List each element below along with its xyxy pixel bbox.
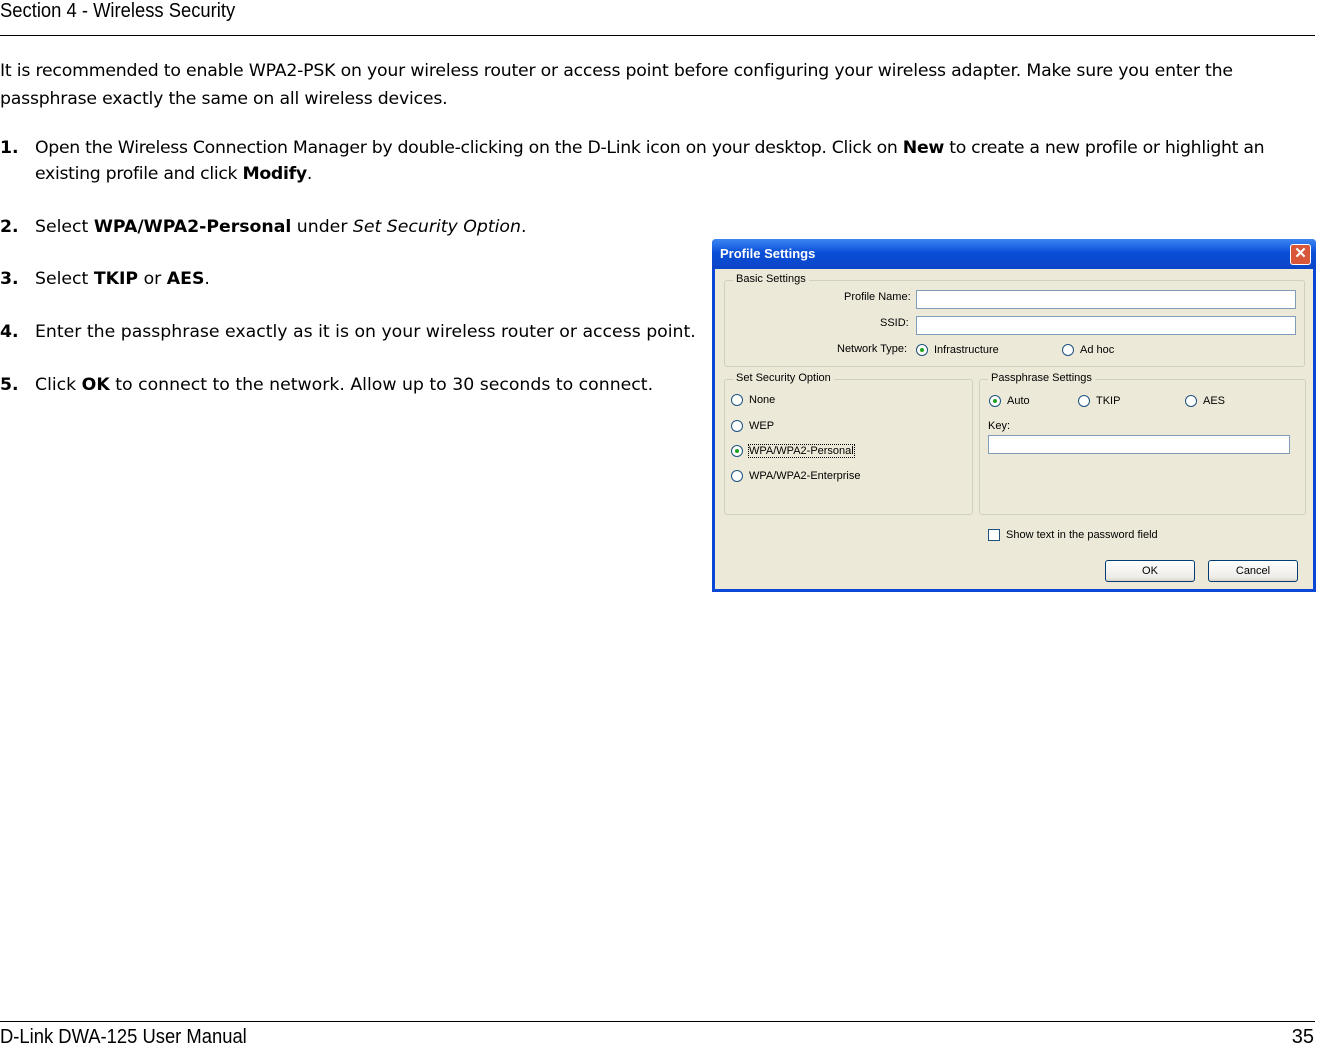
radio-label: Infrastructure xyxy=(934,344,999,356)
step-text-part: Open the Wireless Connection Manager by double-clicking on the D-Link icon on your desktop. Click on xyxy=(35,138,903,158)
radio-label: Auto xyxy=(1007,395,1030,407)
step-bold-ok: OK xyxy=(81,375,110,395)
intro-paragraph: It is recommended to enable WPA2-PSK on your wireless router or access point before configuring your wireless adapter. Make sure you enter the passphrase exactly the same on all wireless devices. xyxy=(0,61,1233,109)
dialog-client xyxy=(715,269,1313,589)
step-bold-wpa: WPA/WPA2-Personal xyxy=(93,217,292,237)
ssid-field[interactable] xyxy=(916,316,1296,335)
step-text-part: under xyxy=(291,217,353,237)
radio-tkip[interactable] xyxy=(1078,395,1120,409)
step-text-part: Select xyxy=(35,269,94,289)
radio-button-icon xyxy=(731,394,743,406)
step-1 xyxy=(0,135,1317,189)
step-text xyxy=(35,266,210,292)
radio-infrastructure[interactable] xyxy=(916,344,999,358)
footer-rule xyxy=(0,1021,1315,1022)
close-icon[interactable]: ✕ xyxy=(1290,244,1311,265)
key-label: Key: xyxy=(988,420,1011,432)
radio-button-icon xyxy=(1185,395,1197,407)
step-bold-tkip: TKIP xyxy=(93,269,139,289)
checkbox-label: Show text in the password field xyxy=(1006,529,1158,541)
radio-button-icon xyxy=(1078,395,1090,407)
checkbox-icon xyxy=(988,529,1000,541)
radio-wpa-personal[interactable] xyxy=(731,445,854,459)
radio-button-icon xyxy=(731,445,743,457)
step-bold-modify: Modify xyxy=(242,164,307,184)
security-option-legend: Set Security Option xyxy=(733,372,834,384)
radio-label: TKIP xyxy=(1096,395,1121,407)
step-bold-aes: AES xyxy=(166,269,205,289)
step-text-part: to create a new profile or highlight an existing profile and click xyxy=(35,138,1265,184)
key-field[interactable] xyxy=(988,435,1290,454)
step-bold-new: New xyxy=(902,138,945,158)
step-number: 2. xyxy=(0,217,19,237)
cancel-button[interactable]: Cancel xyxy=(1208,560,1298,582)
passphrase-legend: Passphrase Settings xyxy=(988,372,1095,384)
page-number: 35 xyxy=(1291,1026,1314,1048)
radio-wep[interactable] xyxy=(731,420,774,434)
passphrase-settings-group xyxy=(979,372,1306,515)
section-header: Section 4 - Wireless Security xyxy=(0,0,236,22)
step-italic-option: Set Security Option xyxy=(352,217,521,237)
radio-button-icon xyxy=(989,395,1001,407)
step-text xyxy=(35,319,696,345)
dialog-titlebar xyxy=(712,239,1316,269)
radio-aes[interactable] xyxy=(1185,395,1225,409)
radio-button-icon xyxy=(916,344,928,356)
step-text-part: . xyxy=(204,269,210,289)
step-text-part: or xyxy=(138,269,167,289)
radio-label: Ad hoc xyxy=(1080,344,1115,356)
header-rule xyxy=(0,35,1315,36)
basic-settings-group xyxy=(724,273,1305,367)
step-text-part: Enter the passphrase exactly as it is on your wireless router or access point. xyxy=(35,322,696,342)
footer-manual-title: D-Link DWA-125 User Manual xyxy=(0,1026,247,1048)
show-text-checkbox[interactable] xyxy=(988,529,1158,543)
profile-name-label: Profile Name: xyxy=(844,291,911,303)
radio-label: WEP xyxy=(749,420,775,432)
radio-wpa-enterprise[interactable] xyxy=(731,470,860,484)
step-number: 4. xyxy=(0,322,19,342)
dialog-title: Profile Settings xyxy=(720,246,816,261)
profile-name-field[interactable] xyxy=(916,290,1296,309)
radio-adhoc[interactable] xyxy=(1062,344,1114,358)
radio-button-icon xyxy=(1062,344,1074,356)
radio-label: AES xyxy=(1203,395,1226,407)
network-type-label: Network Type: xyxy=(837,343,908,355)
step-text-part: Click xyxy=(35,375,82,395)
ssid-label: SSID: xyxy=(880,317,909,329)
step-text xyxy=(35,214,526,240)
radio-label: WPA/WPA2-Personal xyxy=(749,445,854,457)
radio-label: None xyxy=(749,394,776,406)
step-text-part: . xyxy=(520,217,527,237)
step-number: 1. xyxy=(0,138,19,158)
step-text xyxy=(35,135,1317,187)
step-number: 3. xyxy=(0,269,19,289)
radio-label: WPA/WPA2-Enterprise xyxy=(749,470,861,482)
radio-none[interactable] xyxy=(731,394,775,408)
radio-button-icon xyxy=(731,420,743,432)
ok-button[interactable]: OK xyxy=(1105,560,1195,582)
step-text-part: Select xyxy=(35,217,94,237)
step-text-part: . xyxy=(306,164,313,184)
radio-auto[interactable] xyxy=(989,395,1030,409)
step-number: 5. xyxy=(0,375,19,395)
step-text-part: to connect to the network. Allow up to 30 seconds to connect. xyxy=(109,375,654,395)
basic-settings-legend: Basic Settings xyxy=(733,273,809,285)
security-option-group xyxy=(724,372,973,515)
radio-button-icon xyxy=(731,470,743,482)
profile-settings-dialog xyxy=(712,239,1316,592)
step-text xyxy=(35,372,653,398)
